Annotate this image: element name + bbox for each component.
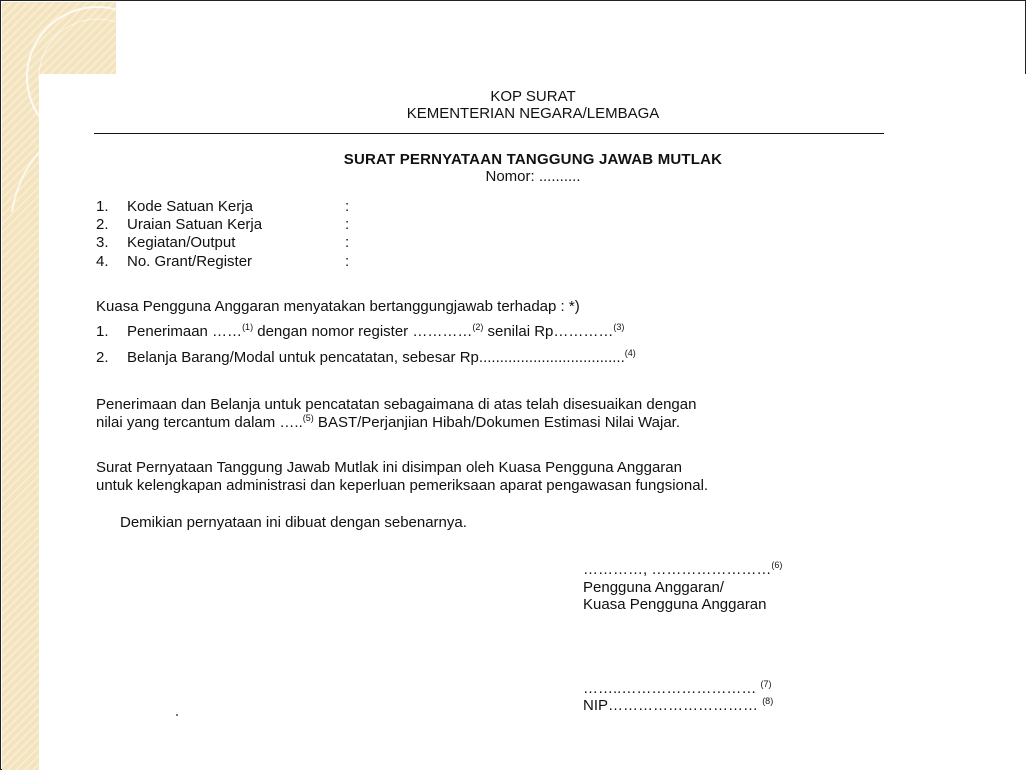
field-number: 2. — [96, 216, 109, 233]
paragraph-storage-line2: untuk kelengkapan administrasi dan keperluan pemeriksaan aparat pengawasan fungsional. — [96, 477, 709, 494]
item-expense-line — [127, 349, 636, 367]
item-text: Belanja Barang/Modal untuk pencatatan, sebesar Rp................................... — [127, 349, 625, 366]
footnote-marker: (8) — [762, 696, 774, 706]
paragraph-text: nilai yang tercantum dalam ….. — [96, 414, 303, 431]
item-number: 2. — [96, 349, 109, 366]
field-label: Uraian Satuan Kerja — [127, 216, 263, 233]
paragraph-adjustment-line1: Penerimaan dan Belanja untuk pencatatan sebagaimana di atas telah disesuaikan dengan — [96, 396, 697, 413]
footnote-marker: (2) — [472, 322, 484, 332]
field-colon: : — [345, 234, 350, 251]
document-page — [39, 74, 1027, 770]
paragraph-storage-line1: Surat Pernyataan Tanggung Jawab Mutlak ini disimpan oleh Kuasa Pengguna Anggaran — [96, 459, 682, 476]
item-text: senilai Rp………… — [483, 323, 614, 340]
field-colon: : — [345, 253, 350, 270]
field-number: 1. — [96, 198, 109, 215]
field-colon: : — [345, 216, 350, 233]
stray-dot — [176, 714, 178, 716]
signature-role-line1: Pengguna Anggaran/ — [583, 579, 724, 596]
footnote-marker: (6) — [771, 560, 783, 570]
footnote-marker: (3) — [613, 322, 625, 332]
letterhead-divider — [94, 133, 884, 134]
signature-name — [583, 680, 772, 698]
signature-role-line2: Kuasa Pengguna Anggaran — [583, 596, 767, 613]
item-receipt-line — [127, 323, 624, 341]
footnote-marker: (4) — [624, 348, 636, 358]
paragraph-text: BAST/Perjanjian Hibah/Dokumen Estimasi Nilai Wajar. — [313, 414, 681, 431]
field-label: Kegiatan/Output — [127, 234, 236, 251]
place-date-text: …………, …………………… — [583, 561, 772, 578]
field-label: No. Grant/Register — [127, 253, 253, 270]
field-colon: : — [345, 198, 350, 215]
document-title: SURAT PERNYATAAN TANGGUNG JAWAB MUTLAK — [343, 151, 723, 168]
item-text: dengan nomor register ………… — [253, 323, 473, 340]
document-number: Nomor: .......... — [485, 168, 581, 185]
signature-place-date — [583, 561, 782, 579]
signature-nip — [583, 697, 773, 715]
letterhead-line2: KEMENTERIAN NEGARA/LEMBAGA — [406, 105, 660, 122]
closing-statement: Demikian pernyataan ini dibuat dengan sebenarnya. — [120, 514, 467, 531]
footnote-marker: (1) — [242, 322, 254, 332]
letterhead-line1: KOP SURAT — [490, 88, 576, 105]
paragraph-adjustment-line2 — [96, 414, 680, 432]
footnote-marker: (5) — [302, 413, 314, 423]
nip-placeholder: NIP………………………… — [583, 697, 759, 714]
field-number: 3. — [96, 234, 109, 251]
field-number: 4. — [96, 253, 109, 270]
statement-intro: Kuasa Pengguna Anggaran menyatakan bertanggungjawab terhadap : *) — [96, 298, 580, 315]
item-number: 1. — [96, 323, 109, 340]
name-placeholder: ……..……………………… — [583, 680, 757, 697]
item-text: Penerimaan …… — [127, 323, 243, 340]
field-label: Kode Satuan Kerja — [127, 198, 253, 215]
footnote-marker: (7) — [760, 679, 772, 689]
